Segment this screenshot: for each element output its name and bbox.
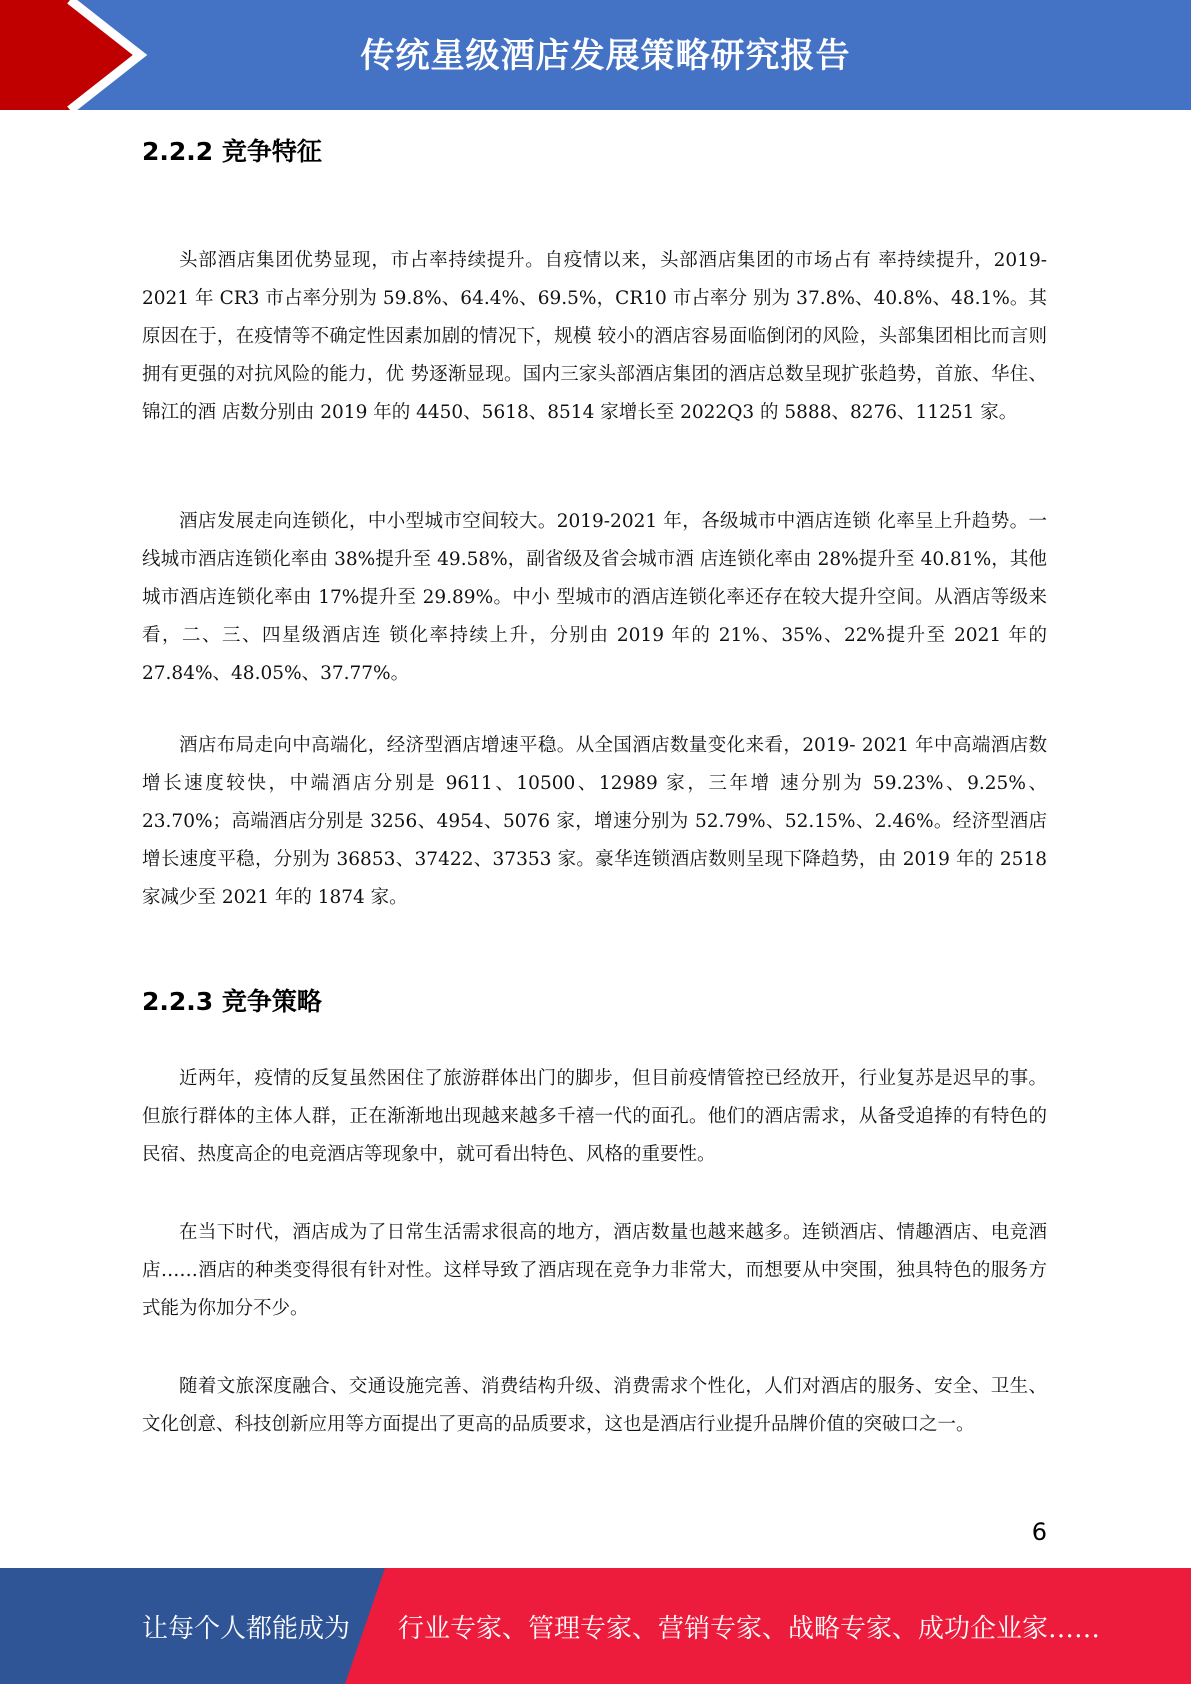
- footer-slogan-left: 让每个人都能成为: [142, 1614, 351, 1644]
- paragraph: 在当下时代，酒店成为了日常生活需求很高的地方，酒店数量也越来越多。连锁酒店、情趣酒店、电竞酒店……酒店的种类变得很有针对性。这样导致了酒店现在竞争力非常大，而想要从中突围，独具特色的服务方式能为你加分不少。: [142, 1222, 1047, 1319]
- report-title: 传统星级酒店发展策略研究报告: [360, 36, 851, 76]
- page-number: 6: [1031, 1518, 1047, 1546]
- page-footer: [0, 1568, 1191, 1684]
- section-heading-competition-strategy: 2.2.3 竞争策略: [142, 987, 322, 1016]
- paragraph: 头部酒店集团优势显现，市占率持续提升。自疫情以来，头部酒店集团的市场占有 率持续提升，2019-2021 年 CR3 市占率分别为 59.8%、64.4%、69.5%，CR10 市占率分 别为 37.8%、40.8%、48.1%。其原因在于，在疫情等不确定性因素加剧的情况下，规模 较小的酒店容易面临倒闭的风险，头部集团相比而言则拥有更强的对抗风险的能力，优 势逐渐显现。国内三家头部酒店集团的酒店总数呈现扩张趋势，首旅、华住、锦江的酒 店数分别由 2019 年的 4450、5618、8514 家增长至 2022Q3 的 5888、8276、11251 家。: [142, 250, 1047, 423]
- paragraph: 近两年，疫情的反复虽然困住了旅游群体出门的脚步，但目前疫情管控已经放开，行业复苏是迟早的事。但旅行群体的主体人群，正在渐渐地出现越来越多千禧一代的面孔。他们的酒店需求，从备受追捧的有特色的民宿、热度高企的电竞酒店等现象中，就可看出特色、风格的重要性。: [142, 1068, 1047, 1165]
- paragraph: 酒店布局走向中高端化，经济型酒店增速平稳。从全国酒店数量变化来看，2019- 2021 年中高端酒店数增长速度较快，中端酒店分别是 9611、10500、12989 家，三年增 速分别为 59.23%、9.25%、23.70%；高端酒店分别是 3256、4954、5076 家，增速分别为 52.79%、52.15%、2.46%。经济型酒店增长速度平稳，分别为 36853、37422、37353 家。豪华连锁酒店数则呈现下降趋势，由 2019 年的 2518 家减少至 2021 年的 1874 家。: [142, 735, 1047, 908]
- page-header: [0, 0, 1191, 110]
- footer-slogan-right: 行业专家、管理专家、营销专家、战略专家、成功企业家……: [398, 1614, 1101, 1644]
- paragraph: 随着文旅深度融合、交通设施完善、消费结构升级、消费需求个性化，人们对酒店的服务、安全、卫生、文化创意、科技创新应用等方面提出了更高的品质要求，这也是酒店行业提升品牌价值的突破口之一。: [142, 1376, 1047, 1435]
- section-heading-competition-features: 2.2.2 竞争特征: [142, 137, 322, 166]
- paragraph: 酒店发展走向连锁化，中小型城市空间较大。2019-2021 年，各级城市中酒店连锁 化率呈上升趋势。一线城市酒店连锁化率由 38%提升至 49.58%，副省级及省会城市酒 店连锁化率由 28%提升至 40.81%，其他城市酒店连锁化率由 17%提升至 29.89%。中小 型城市的酒店连锁化率还存在较大提升空间。从酒店等级来看，二、三、四星级酒店连 锁化率持续上升，分别由 2019 年的 21%、35%、22%提升至 2021 年的 27.84%、48.05%、37.77%。: [142, 511, 1047, 684]
